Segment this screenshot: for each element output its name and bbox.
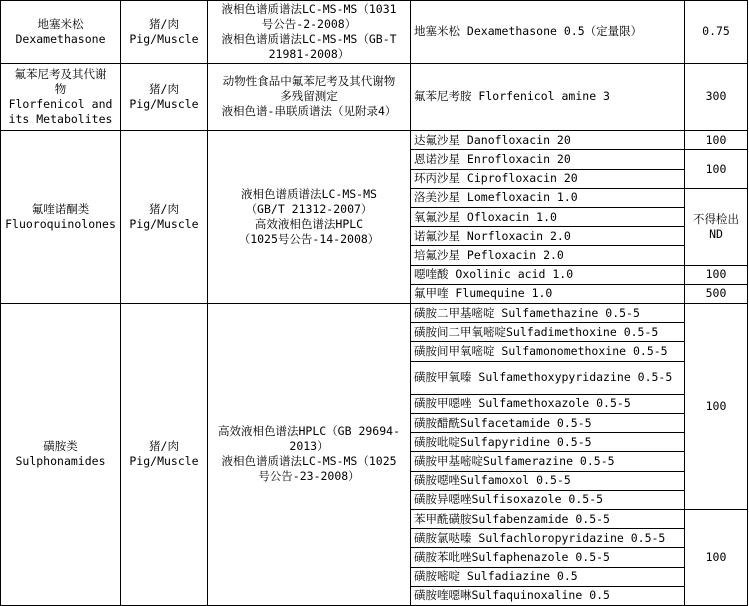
matrix-en: Pig/Muscle (129, 454, 199, 469)
drug-name-cn: 磺胺类 (43, 439, 78, 454)
drug-name-cell (1, 63, 121, 131)
analyte-cell: 磺胺甲基嘧啶Sulfamerazine 0.5-5 (411, 452, 685, 471)
analyte-cell: 氟甲喹 Flumequine 1.0 (411, 284, 685, 303)
drug-name-en: Sulphonamides (15, 454, 106, 469)
limit-cell: 100 (685, 509, 748, 605)
method-line: （GB/T 21312-2007） (245, 202, 373, 217)
limit-cell: 100 (685, 303, 748, 509)
drug-name-en: Florfenicol and (8, 96, 113, 111)
drug-name-cell (1, 131, 121, 304)
matrix-cn: 猪/肉 (149, 439, 179, 454)
matrix-en: Pig/Muscle (129, 217, 199, 232)
method-line: 多残留测定 (280, 89, 338, 104)
method-line: 液相色谱质谱法LC-MS-MS (241, 187, 377, 202)
method-line: 号公告-2-2008） (261, 16, 357, 31)
matrix-cn: 猪/肉 (149, 16, 179, 31)
method-line: 液相色谱质谱法LC-MS-MS（1031 (221, 1, 397, 16)
limit-cell: 500 (685, 284, 748, 303)
analyte-cell: 洛美沙星 Lomefloxacin 1.0 (411, 188, 685, 207)
table-row-sulphonamides (1, 303, 748, 322)
limit-cell: 100 (685, 265, 748, 284)
analyte-cell: 诺氟沙星 Norfloxacin 2.0 (411, 227, 685, 246)
method-line: 动物性食品中氟苯尼考及其代谢物 (222, 74, 396, 89)
analyte-cell: 苯甲酰磺胺Sulfabenzamide 0.5-5 (411, 509, 685, 528)
drug-name-en: Fluoroquinolones (5, 217, 116, 232)
method-cell (208, 131, 411, 304)
analyte-cell: 磺胺噁唑Sulfamoxol 0.5-5 (411, 471, 685, 490)
analyte-cell: 磺胺间甲氧嘧啶 Sulfamonomethoxine 0.5-5 (411, 342, 685, 361)
matrix-cell (121, 1, 208, 64)
limit-cell: 100 (685, 150, 748, 188)
analyte-cell: 磺胺醋酰Sulfacetamide 0.5-5 (411, 414, 685, 433)
method-line: 液相色谱质谱法LC-MS-MS（1025 (221, 454, 397, 469)
table-row-florfenicol (1, 63, 748, 131)
analyte-cell: 磺胺嘧啶 Sulfadiazine 0.5 (411, 567, 685, 586)
method-line: 高效液相色谱法HPLC（GB 29694- (217, 424, 400, 439)
analyte-cell: 磺胺喹噁啉Sulfaquinoxaline 0.5 (411, 586, 685, 605)
analyte-cell: 达氟沙星 Danofloxacin 20 (411, 131, 685, 150)
limit-cell: 100 (685, 131, 748, 150)
matrix-en: Pig/Muscle (129, 96, 199, 111)
limit-cell: 0.75 (685, 1, 748, 64)
matrix-cn: 猪/肉 (149, 81, 179, 96)
method-line: （1025号公告-14-2008） (238, 232, 380, 247)
analyte-cell: 环丙沙星 Ciprofloxacin 20 (411, 169, 685, 188)
matrix-cn: 猪/肉 (149, 202, 179, 217)
limit-not-detected-en: ND (709, 226, 723, 241)
drug-name-en: its Metabolites (8, 111, 113, 126)
analyte-cell: 氧氟沙星 Ofloxacin 1.0 (411, 208, 685, 227)
drug-name-cell (1, 303, 121, 605)
drug-name-en: Dexamethasone (15, 31, 106, 46)
analyte-cell: 磺胺异噁唑Sulfisoxazole 0.5-5 (411, 490, 685, 509)
analyte-cell: 噁喹酸 Oxolinic acid 1.0 (411, 265, 685, 284)
method-cell (208, 63, 411, 131)
drug-name-cell (1, 1, 121, 64)
analyte-cell: 氟苯尼考胺 Florfenicol amine 3 (411, 63, 685, 131)
drug-name-cn: 氟苯尼考及其代谢 (14, 66, 107, 81)
drug-name-cn: 氟喹诺酮类 (31, 202, 90, 217)
analyte-cell: 磺胺甲噁唑 Sulfamethoxazole 0.5-5 (411, 394, 685, 413)
drug-name-cn: 物 (54, 81, 67, 96)
method-line: 液相色谱质谱法LC-MS-MS（GB-T (221, 31, 397, 46)
matrix-cell (121, 131, 208, 304)
analyte-cell: 磺胺苯吡唑Sulfaphenazole 0.5-5 (411, 548, 685, 567)
drug-name-cn: 地塞米松 (37, 16, 84, 31)
matrix-cell (121, 303, 208, 605)
method-line: 2013） (289, 439, 329, 454)
analyte-cell: 磺胺间二甲氧嘧啶Sulfadimethoxine 0.5-5 (411, 323, 685, 342)
table-row-dexamethasone (1, 1, 748, 64)
method-cell (208, 303, 411, 605)
analyte-cell: 地塞米松 Dexamethasone 0.5（定量限） (411, 1, 685, 64)
matrix-cell (121, 63, 208, 131)
method-line: 21981-2008） (268, 46, 350, 61)
analyte-cell: 恩诺沙星 Enrofloxacin 20 (411, 150, 685, 169)
method-line: 高效液相色谱法HPLC (254, 217, 364, 232)
method-cell (208, 1, 411, 64)
limit-cell (685, 188, 748, 265)
analyte-cell: 培氟沙星 Pefloxacin 2.0 (411, 246, 685, 265)
method-line: 液相色谱-串联质谱法（见附录4） (221, 104, 397, 119)
analyte-cell: 磺胺甲氧嗪 Sulfamethoxypyridazine 0.5-5 (411, 361, 685, 394)
table-row-fluoroquinolones (1, 131, 748, 150)
limit-not-detected-cn: 不得检出 (693, 211, 739, 226)
method-line: 号公告-23-2008） (258, 469, 360, 484)
limit-cell: 300 (685, 63, 748, 131)
analyte-cell: 磺胺二甲基嘧啶 Sulfamethazine 0.5-5 (411, 303, 685, 322)
matrix-en: Pig/Muscle (129, 31, 199, 46)
analyte-cell: 磺胺吡啶Sulfapyridine 0.5-5 (411, 433, 685, 452)
analyte-cell: 磺胺氯哒嗪 Sulfachloropyridazine 0.5-5 (411, 529, 685, 548)
